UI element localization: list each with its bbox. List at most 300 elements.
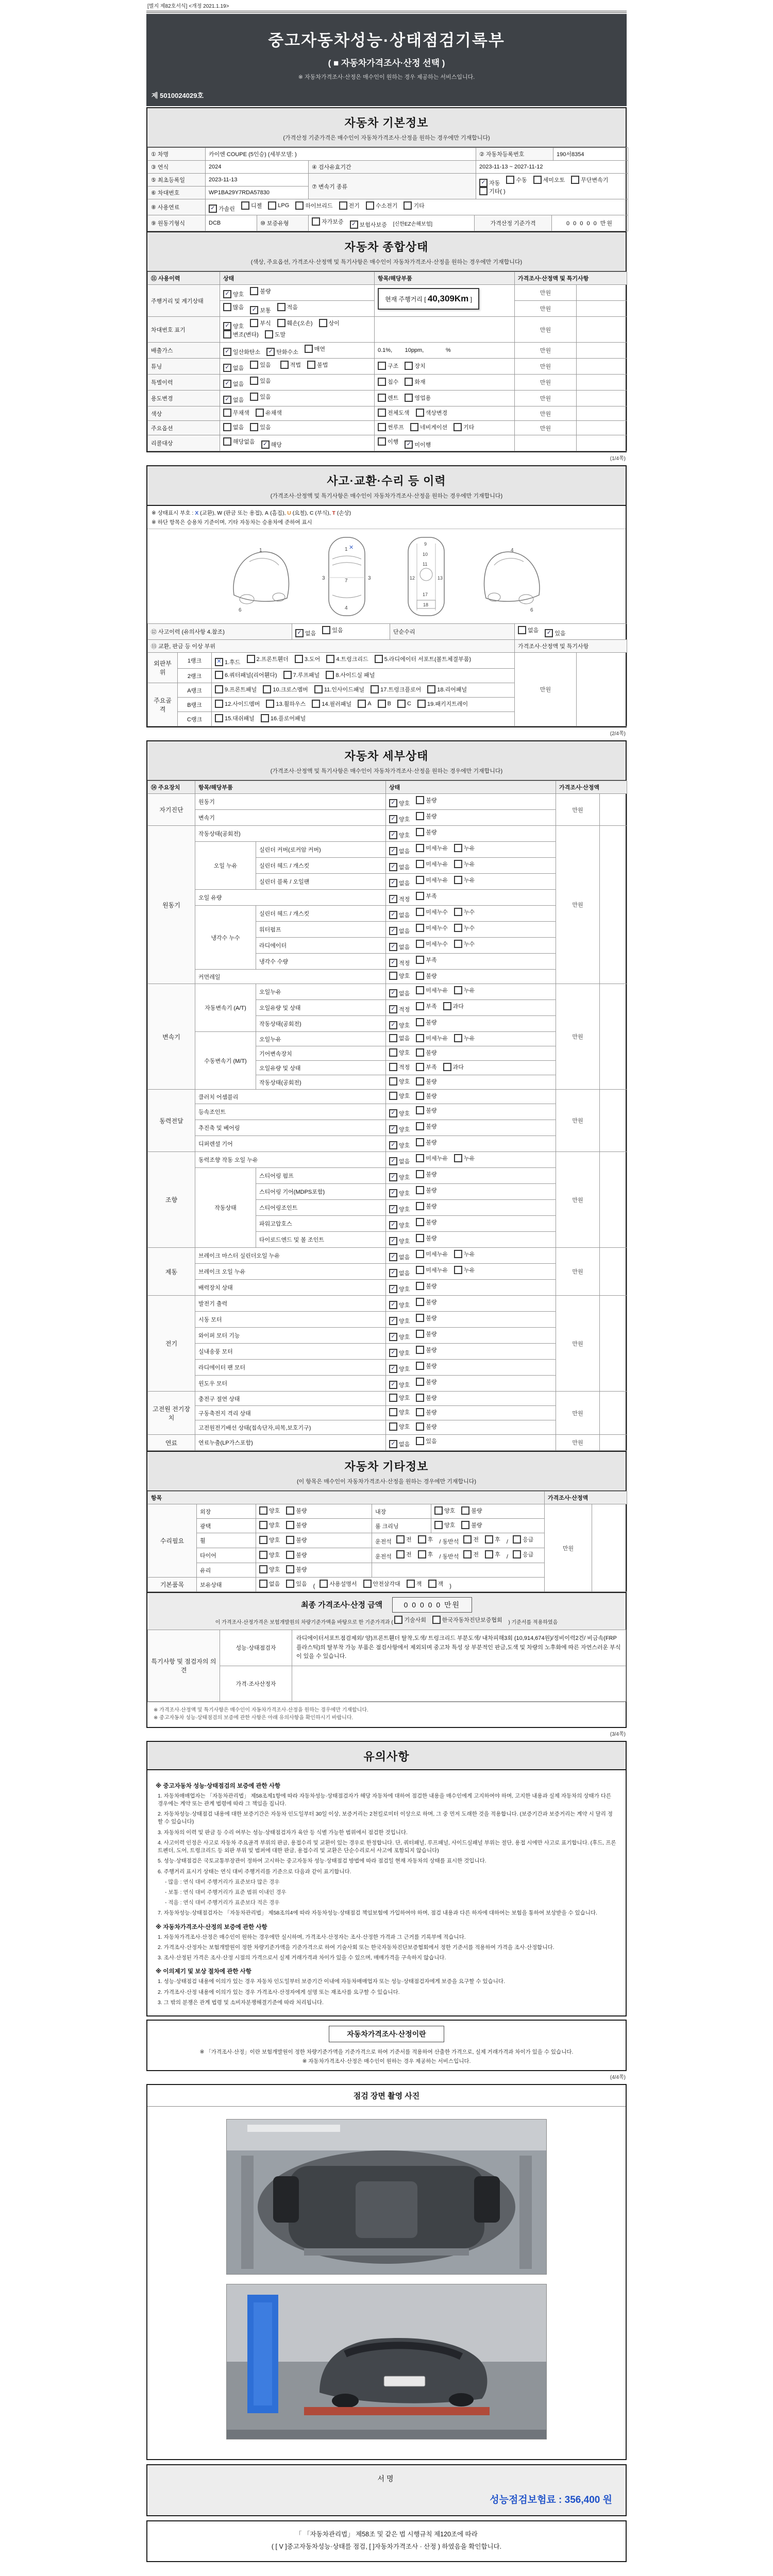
checkbox[interactable] bbox=[389, 1269, 410, 1277]
checkbox[interactable] bbox=[545, 629, 565, 637]
cell bbox=[600, 1296, 627, 1392]
checkbox[interactable] bbox=[389, 1092, 410, 1100]
checkbox[interactable] bbox=[389, 1317, 410, 1325]
checkbox[interactable] bbox=[295, 201, 332, 210]
checkbox[interactable] bbox=[407, 1580, 422, 1588]
x-marked-checkbox[interactable] bbox=[215, 658, 240, 666]
cell: 실린더 헤드 / 개스킷 bbox=[256, 858, 386, 874]
checkbox[interactable] bbox=[389, 1048, 410, 1057]
checkbox[interactable] bbox=[416, 924, 448, 932]
cell bbox=[386, 1392, 556, 1406]
element bbox=[250, 319, 258, 327]
checkbox[interactable] bbox=[223, 348, 260, 356]
checkbox[interactable] bbox=[443, 1063, 464, 1071]
checkbox[interactable] bbox=[247, 655, 289, 663]
checkbox[interactable] bbox=[454, 924, 475, 932]
element bbox=[416, 986, 424, 994]
element bbox=[277, 319, 285, 327]
checkbox[interactable] bbox=[416, 844, 448, 852]
checkbox[interactable] bbox=[266, 348, 298, 356]
checkbox[interactable] bbox=[389, 1408, 410, 1416]
checkbox[interactable] bbox=[250, 287, 271, 295]
checkbox[interactable] bbox=[410, 423, 447, 431]
checkbox-label: 양호 bbox=[399, 817, 410, 823]
checkbox[interactable] bbox=[389, 989, 410, 997]
checkbox[interactable] bbox=[416, 1346, 436, 1354]
element: 4 bbox=[345, 605, 348, 611]
checkbox[interactable] bbox=[378, 394, 398, 402]
table-row bbox=[148, 781, 627, 794]
checkbox[interactable] bbox=[286, 1506, 307, 1515]
checkbox[interactable] bbox=[416, 1138, 436, 1146]
checkbox[interactable] bbox=[259, 1536, 280, 1544]
checkbox[interactable] bbox=[389, 1333, 410, 1341]
checkbox[interactable] bbox=[416, 1394, 436, 1402]
checkbox[interactable] bbox=[277, 303, 298, 311]
detail-subtitle: (가격조사·산정액 및 특기사항은 매수인이 자동차가격조사·산정을 원하는 경우에만 기재합니다) bbox=[270, 768, 503, 774]
checkbox[interactable] bbox=[453, 423, 474, 431]
checkbox[interactable] bbox=[389, 1422, 410, 1431]
checkbox[interactable] bbox=[513, 1535, 533, 1544]
checkbox[interactable] bbox=[319, 319, 340, 327]
checkbox[interactable] bbox=[485, 1535, 500, 1544]
checkbox[interactable] bbox=[416, 1266, 448, 1274]
checkbox[interactable] bbox=[286, 1521, 307, 1529]
checkbox[interactable] bbox=[416, 1362, 436, 1370]
element bbox=[416, 1186, 424, 1194]
confirmation-box bbox=[146, 2520, 627, 2563]
checkbox[interactable] bbox=[375, 655, 471, 663]
checkbox[interactable] bbox=[506, 176, 527, 184]
element: ✓ bbox=[225, 291, 230, 297]
checkbox[interactable] bbox=[223, 290, 244, 298]
checkbox[interactable] bbox=[389, 847, 410, 855]
photos-area bbox=[147, 2107, 626, 2459]
checkbox[interactable] bbox=[389, 1157, 410, 1165]
checkbox[interactable] bbox=[418, 1535, 433, 1544]
element: U bbox=[287, 510, 291, 516]
checkbox[interactable] bbox=[396, 1550, 412, 1558]
checkbox[interactable] bbox=[389, 972, 410, 980]
element: ✓ bbox=[391, 1006, 396, 1012]
checkbox[interactable] bbox=[454, 1154, 475, 1162]
element bbox=[396, 1550, 405, 1558]
checkbox[interactable] bbox=[416, 876, 448, 884]
checkbox[interactable] bbox=[307, 361, 328, 369]
checkbox[interactable] bbox=[283, 671, 320, 679]
checkbox[interactable] bbox=[518, 626, 539, 634]
checkbox-label: 있음 bbox=[260, 378, 271, 384]
checkbox[interactable] bbox=[215, 714, 255, 722]
table-row bbox=[148, 1392, 627, 1406]
checkbox[interactable] bbox=[366, 201, 398, 210]
cell bbox=[386, 1280, 556, 1296]
checkbox[interactable] bbox=[416, 972, 436, 980]
checkbox[interactable] bbox=[350, 221, 387, 229]
checkbox[interactable] bbox=[571, 176, 608, 184]
checkbox[interactable] bbox=[312, 700, 351, 708]
checkbox[interactable] bbox=[434, 1521, 455, 1529]
checkbox[interactable] bbox=[396, 1535, 412, 1544]
checkbox[interactable] bbox=[416, 1002, 436, 1010]
checkbox[interactable] bbox=[223, 423, 244, 431]
checkbox[interactable] bbox=[513, 1550, 533, 1558]
checkbox[interactable] bbox=[261, 714, 306, 722]
element bbox=[280, 361, 289, 369]
checkbox[interactable] bbox=[416, 1330, 436, 1338]
signature-label: 서명 bbox=[377, 2474, 396, 2483]
checkbox[interactable] bbox=[416, 1154, 448, 1162]
checkbox[interactable] bbox=[250, 393, 271, 401]
checkbox[interactable] bbox=[389, 1440, 410, 1448]
cell bbox=[386, 1200, 556, 1216]
checkbox[interactable] bbox=[250, 361, 271, 369]
checkbox[interactable] bbox=[259, 1580, 280, 1588]
element: 3 bbox=[368, 575, 371, 581]
checkbox[interactable] bbox=[454, 1266, 475, 1274]
checkbox-label: 7.루프패널 bbox=[293, 672, 320, 679]
checkbox[interactable] bbox=[485, 1550, 500, 1558]
element bbox=[416, 828, 424, 836]
checkbox[interactable] bbox=[479, 179, 500, 187]
checkbox[interactable] bbox=[389, 1141, 410, 1149]
checkbox[interactable] bbox=[389, 1381, 410, 1389]
checkbox[interactable] bbox=[223, 396, 244, 404]
cell: ① 차명 bbox=[148, 148, 206, 161]
checkbox[interactable] bbox=[418, 1550, 433, 1558]
element: ✓ bbox=[391, 1238, 396, 1244]
checkbox[interactable] bbox=[241, 201, 262, 210]
checkbox[interactable] bbox=[416, 1077, 436, 1086]
checkbox[interactable] bbox=[454, 908, 475, 916]
checkbox[interactable] bbox=[533, 176, 565, 184]
cell: 실린더 커버(로커암 커버) bbox=[256, 842, 386, 858]
detail-state-table bbox=[147, 781, 626, 1451]
checkbox[interactable] bbox=[389, 863, 410, 871]
checkbox[interactable] bbox=[416, 892, 436, 900]
cell bbox=[386, 1120, 556, 1136]
checkbox[interactable] bbox=[416, 908, 448, 916]
checkbox[interactable] bbox=[394, 1616, 426, 1624]
checkbox[interactable] bbox=[389, 1063, 410, 1071]
checkbox[interactable] bbox=[389, 1221, 410, 1229]
checkbox-label: 이행 bbox=[388, 439, 399, 445]
checkbox-label: 있음 bbox=[554, 631, 566, 637]
checkbox[interactable] bbox=[250, 306, 271, 314]
table-row bbox=[148, 624, 627, 640]
checkbox[interactable] bbox=[405, 362, 425, 370]
checkbox[interactable] bbox=[389, 799, 410, 807]
cell bbox=[220, 375, 375, 391]
checkbox[interactable] bbox=[416, 956, 436, 964]
checkbox[interactable] bbox=[443, 1002, 464, 1010]
inline-text: ) bbox=[449, 1583, 451, 1589]
checkbox[interactable] bbox=[416, 1122, 436, 1130]
checkbox-label: 과다 bbox=[452, 1004, 464, 1010]
checkbox-label: 누유 bbox=[463, 845, 475, 852]
cell bbox=[386, 938, 556, 954]
checkbox[interactable] bbox=[416, 1092, 436, 1100]
cell bbox=[375, 391, 515, 406]
checkbox[interactable] bbox=[416, 828, 436, 836]
checkbox[interactable] bbox=[223, 322, 244, 330]
checkbox[interactable] bbox=[389, 1365, 410, 1373]
checkbox-label: 없음 bbox=[399, 1442, 410, 1448]
cell: 상태 bbox=[386, 781, 556, 794]
checkbox[interactable] bbox=[416, 1378, 436, 1386]
checkbox[interactable] bbox=[223, 303, 244, 311]
element: ✓ bbox=[391, 1285, 396, 1292]
element bbox=[454, 1266, 462, 1274]
checkbox[interactable] bbox=[389, 1189, 410, 1197]
checkbox[interactable] bbox=[416, 1048, 436, 1057]
checkbox[interactable] bbox=[461, 1521, 482, 1529]
checkbox[interactable] bbox=[280, 361, 301, 369]
table-row bbox=[148, 1344, 627, 1360]
checkbox[interactable] bbox=[250, 377, 271, 385]
checkbox[interactable] bbox=[454, 1250, 475, 1258]
checkbox[interactable] bbox=[428, 1580, 444, 1588]
checkbox[interactable] bbox=[454, 876, 475, 884]
checkbox[interactable] bbox=[250, 423, 271, 431]
checkbox[interactable] bbox=[389, 1253, 410, 1261]
element bbox=[389, 1021, 397, 1029]
checkbox[interactable] bbox=[358, 700, 371, 708]
checkbox[interactable] bbox=[378, 409, 410, 417]
cell bbox=[600, 1248, 627, 1296]
element: ✓ bbox=[391, 959, 396, 965]
checkbox[interactable] bbox=[371, 685, 421, 693]
checkbox[interactable] bbox=[416, 1170, 436, 1178]
checkbox[interactable] bbox=[397, 700, 411, 708]
checkbox[interactable] bbox=[416, 1298, 436, 1306]
checkbox[interactable] bbox=[405, 440, 431, 449]
checkbox[interactable] bbox=[261, 440, 282, 449]
checkbox[interactable] bbox=[215, 685, 257, 693]
checkbox[interactable] bbox=[416, 1034, 448, 1042]
cell: A랭크 bbox=[178, 683, 212, 698]
checkbox[interactable] bbox=[405, 394, 431, 402]
checkbox[interactable] bbox=[389, 1005, 410, 1013]
document-subtitle: ( ■ 자동차가격조사·산정 선택 ) bbox=[328, 58, 445, 68]
checkbox[interactable] bbox=[339, 201, 360, 210]
checkbox[interactable] bbox=[286, 1580, 307, 1588]
checkbox[interactable] bbox=[427, 685, 467, 693]
checkbox[interactable] bbox=[378, 423, 404, 431]
checkbox[interactable] bbox=[454, 986, 475, 994]
checkbox[interactable] bbox=[286, 1551, 307, 1559]
checkbox[interactable] bbox=[378, 700, 391, 708]
checkbox[interactable] bbox=[416, 1234, 436, 1242]
checkbox[interactable] bbox=[389, 895, 410, 903]
checkbox[interactable] bbox=[454, 844, 475, 852]
checkbox[interactable] bbox=[389, 911, 410, 919]
checkbox-label: 도말 bbox=[274, 332, 286, 338]
checkbox[interactable] bbox=[416, 812, 436, 820]
cell: 가격조사·산정액 및 특기사항 bbox=[515, 272, 627, 285]
checkbox[interactable] bbox=[389, 815, 410, 823]
checkbox[interactable] bbox=[416, 1408, 436, 1416]
checkbox[interactable] bbox=[265, 330, 285, 338]
checkbox[interactable] bbox=[416, 986, 448, 994]
checkbox-label: 응급 bbox=[522, 1537, 534, 1543]
checkbox[interactable] bbox=[312, 217, 344, 226]
cell bbox=[386, 1061, 556, 1075]
checkbox[interactable] bbox=[268, 201, 289, 210]
checkbox[interactable] bbox=[320, 1580, 357, 1588]
checkbox[interactable] bbox=[417, 700, 468, 708]
document-subnote: ※ 자동차가격조사·산정은 매수인이 원하는 경우 제공하는 서비스입니다. bbox=[298, 74, 475, 80]
form-reference: [별지 제82호서식] <개정 2021.1.19> bbox=[146, 1, 627, 13]
checkbox[interactable] bbox=[416, 1422, 436, 1431]
checkbox[interactable] bbox=[434, 1506, 455, 1515]
element bbox=[223, 380, 231, 388]
checkbox[interactable] bbox=[389, 879, 410, 887]
checkbox[interactable] bbox=[461, 1506, 482, 1515]
checkbox[interactable] bbox=[389, 1301, 410, 1309]
checkbox[interactable] bbox=[223, 380, 244, 388]
element bbox=[518, 626, 526, 634]
checkbox[interactable] bbox=[454, 940, 475, 948]
checkbox[interactable] bbox=[389, 1021, 410, 1029]
checkbox[interactable] bbox=[454, 1034, 475, 1042]
checkbox[interactable] bbox=[389, 1205, 410, 1213]
checkbox[interactable] bbox=[416, 1282, 436, 1290]
checkbox[interactable] bbox=[389, 927, 410, 935]
cell: 커먼레일 bbox=[195, 970, 386, 984]
checkbox[interactable] bbox=[416, 1250, 448, 1258]
checkbox[interactable] bbox=[389, 1109, 410, 1117]
checkbox[interactable] bbox=[416, 1063, 436, 1071]
checkbox[interactable] bbox=[416, 1437, 436, 1445]
checkbox[interactable] bbox=[322, 626, 343, 634]
cell: 상태 bbox=[220, 272, 375, 285]
checkbox[interactable] bbox=[277, 319, 313, 327]
checkbox[interactable] bbox=[259, 1551, 280, 1559]
checkbox[interactable] bbox=[263, 685, 308, 693]
checkbox[interactable] bbox=[416, 1106, 436, 1114]
checkbox[interactable] bbox=[416, 1186, 436, 1194]
checkbox[interactable] bbox=[389, 959, 410, 967]
checkbox[interactable] bbox=[305, 345, 325, 353]
element bbox=[454, 924, 462, 932]
checkbox[interactable] bbox=[389, 943, 410, 951]
checkbox[interactable] bbox=[416, 940, 448, 948]
checkbox[interactable] bbox=[223, 364, 244, 372]
cell: 자동변속기 (A/T) bbox=[195, 984, 256, 1032]
checkbox-label: 9.프론트패널 bbox=[225, 687, 257, 693]
checkbox-label: 있음 bbox=[260, 394, 271, 400]
cell bbox=[372, 1548, 545, 1563]
checkbox[interactable] bbox=[416, 1202, 436, 1210]
checkbox[interactable] bbox=[256, 409, 282, 417]
checkbox[interactable] bbox=[250, 319, 271, 327]
table-row bbox=[148, 285, 627, 301]
checkbox[interactable] bbox=[463, 1550, 479, 1558]
checkbox[interactable] bbox=[223, 330, 259, 338]
checkbox[interactable] bbox=[259, 1506, 280, 1515]
checkbox[interactable] bbox=[416, 1314, 436, 1322]
checkbox[interactable] bbox=[389, 1349, 410, 1357]
checkbox[interactable] bbox=[432, 1616, 502, 1624]
checkbox[interactable] bbox=[378, 437, 398, 446]
checkbox[interactable] bbox=[389, 831, 410, 839]
checkbox[interactable] bbox=[389, 1173, 410, 1181]
checkbox-label: 양호 bbox=[269, 1567, 280, 1573]
checkbox[interactable] bbox=[463, 1535, 479, 1544]
element bbox=[215, 700, 223, 708]
checkbox[interactable] bbox=[378, 362, 398, 370]
checkbox[interactable] bbox=[314, 685, 364, 693]
checkbox[interactable] bbox=[286, 1536, 307, 1544]
cell: 오일누유 bbox=[256, 984, 386, 1000]
cell bbox=[386, 1090, 556, 1104]
element bbox=[286, 1551, 294, 1559]
inspection-photo-underbody bbox=[226, 2119, 547, 2275]
checkbox-label: 양호 bbox=[399, 1302, 410, 1309]
checkbox[interactable] bbox=[286, 1565, 307, 1573]
checkbox-label: 불량 bbox=[426, 1424, 437, 1430]
checkbox-label: 네비게이션 bbox=[419, 425, 448, 431]
checkbox[interactable] bbox=[416, 1218, 436, 1226]
element bbox=[416, 1378, 424, 1386]
checkbox[interactable] bbox=[405, 378, 425, 386]
element bbox=[250, 393, 258, 401]
checkbox[interactable] bbox=[259, 1521, 280, 1529]
checkbox[interactable] bbox=[416, 1018, 436, 1026]
checkbox-label: 한국자동차진단보증협회 bbox=[442, 1617, 502, 1623]
checkbox[interactable] bbox=[326, 655, 368, 663]
checkbox[interactable] bbox=[215, 700, 260, 708]
checkbox[interactable] bbox=[215, 671, 277, 679]
checkbox[interactable] bbox=[223, 437, 255, 446]
cell: 190서8354 bbox=[553, 148, 628, 161]
checkbox[interactable] bbox=[295, 655, 320, 663]
document-number: 제 5010024029호 bbox=[152, 92, 204, 99]
checkbox[interactable] bbox=[389, 1034, 410, 1042]
checkbox[interactable] bbox=[389, 1237, 410, 1245]
checkbox[interactable] bbox=[378, 378, 398, 386]
checkbox[interactable] bbox=[479, 187, 506, 195]
inspection-fee bbox=[161, 2492, 612, 2506]
element bbox=[332, 595, 361, 598]
checkbox[interactable] bbox=[295, 629, 316, 637]
checkbox[interactable] bbox=[404, 201, 424, 210]
checkbox[interactable] bbox=[326, 671, 375, 679]
element: (손상) bbox=[335, 510, 351, 516]
checkbox[interactable] bbox=[363, 1580, 400, 1588]
checkbox[interactable] bbox=[416, 796, 436, 804]
checkbox[interactable] bbox=[389, 1077, 410, 1086]
element bbox=[416, 1394, 424, 1402]
checkbox[interactable] bbox=[389, 1285, 410, 1293]
checkbox[interactable] bbox=[454, 860, 475, 868]
element: 12 bbox=[410, 575, 415, 581]
cell: 휠 bbox=[197, 1533, 256, 1548]
checkbox[interactable] bbox=[416, 409, 448, 417]
checkbox[interactable] bbox=[389, 1125, 410, 1133]
cell bbox=[386, 1344, 556, 1360]
checkbox[interactable] bbox=[259, 1565, 280, 1573]
element bbox=[389, 972, 397, 980]
checkbox[interactable] bbox=[416, 860, 448, 868]
checkbox[interactable] bbox=[389, 1394, 410, 1402]
checkbox[interactable] bbox=[223, 409, 249, 417]
element bbox=[389, 863, 397, 871]
checkbox[interactable] bbox=[209, 205, 235, 213]
element bbox=[479, 179, 488, 187]
checkbox[interactable] bbox=[266, 700, 306, 708]
